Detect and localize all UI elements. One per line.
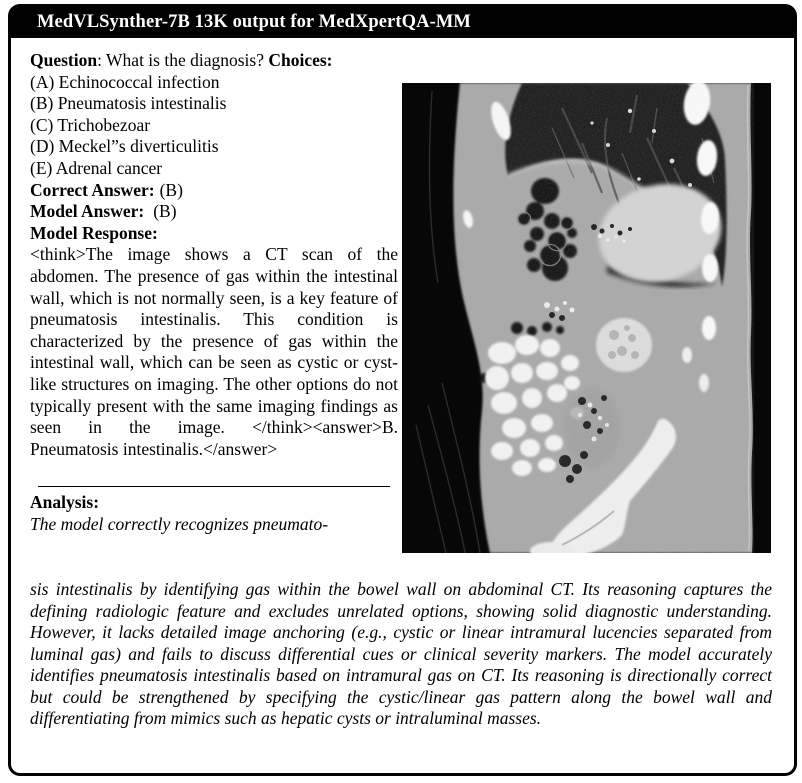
model-response-label-line xyxy=(30,223,398,245)
question-line xyxy=(30,50,398,72)
figure-title: MedVLSynther-7B 13K output for MedXpertQA-MM xyxy=(37,12,471,32)
model-response-text: <think>The image shows a CT scan of the abdomen. The presence of gas within the intestinal wall, which is not normally seen, is a key feature of pneumatosis intestinalis. This condition is characterized by the presence of gas within the intestinal wall, which can be seen as cystic or cyst-like structures on imaging. The other options do not typically present with the same imaging findings as seen in the image. </think><answer>B. Pneumatosis intestinalis.</answer> xyxy=(30,244,398,459)
model-answer-label: Model Answer: xyxy=(30,201,145,222)
correct-answer-value: (B) xyxy=(159,179,183,200)
figure-title-bar xyxy=(11,7,794,38)
question-label: Question xyxy=(30,50,98,70)
model-answer-value: (B) xyxy=(153,201,177,222)
analysis-body: sis intestinalis by identifying gas within the bowel wall on abdominal CT. Its reasoning captures the defining radiologic feature and excludes unrelated options, showing solid diagnostic understanding. However, it lacks detailed image anchoring (e.g., cystic or linear intramural lucencies separated from luminal gas) and fails to discuss differential cues or clinical severity markers. The model accurately identifies pneumatosis intestinalis based on intramural gas on CT. Its reasoning is directionally correct but could be strengthened by specifying the cystic/linear gas pattern along the bowel wall and differentiating from mimics such as hepatic cysts or intraluminal masses. xyxy=(30,579,772,728)
question-column xyxy=(30,50,398,535)
question-stem: : What is the diagnosis? xyxy=(97,50,269,70)
ct-scan-image xyxy=(402,83,771,553)
model-response-label: Model Response: xyxy=(30,222,158,243)
correct-answer-label: Correct Answer: xyxy=(30,179,155,200)
analysis-label: Analysis: xyxy=(30,492,100,513)
model-answer-line xyxy=(30,201,398,223)
choice-item-b: (B) Pneumatosis intestinalis xyxy=(30,93,227,114)
ct-noise-overlay xyxy=(442,83,762,553)
choice-item-e: (E) Adrenal cancer xyxy=(30,157,163,178)
choice-item-c: (C) Trichobezoar xyxy=(30,114,151,135)
analysis-first-line: The model correctly recognizes pneumato- xyxy=(30,513,329,534)
correct-answer-line xyxy=(30,180,398,202)
choice-item-d: (D) Meckel”s diverticulitis xyxy=(30,136,219,157)
ct-scan-svg xyxy=(402,83,771,553)
analysis-separator xyxy=(38,486,390,487)
choice-item-a: (A) Echinococcal infection xyxy=(30,71,220,92)
choices-label: Choices: xyxy=(268,50,333,70)
